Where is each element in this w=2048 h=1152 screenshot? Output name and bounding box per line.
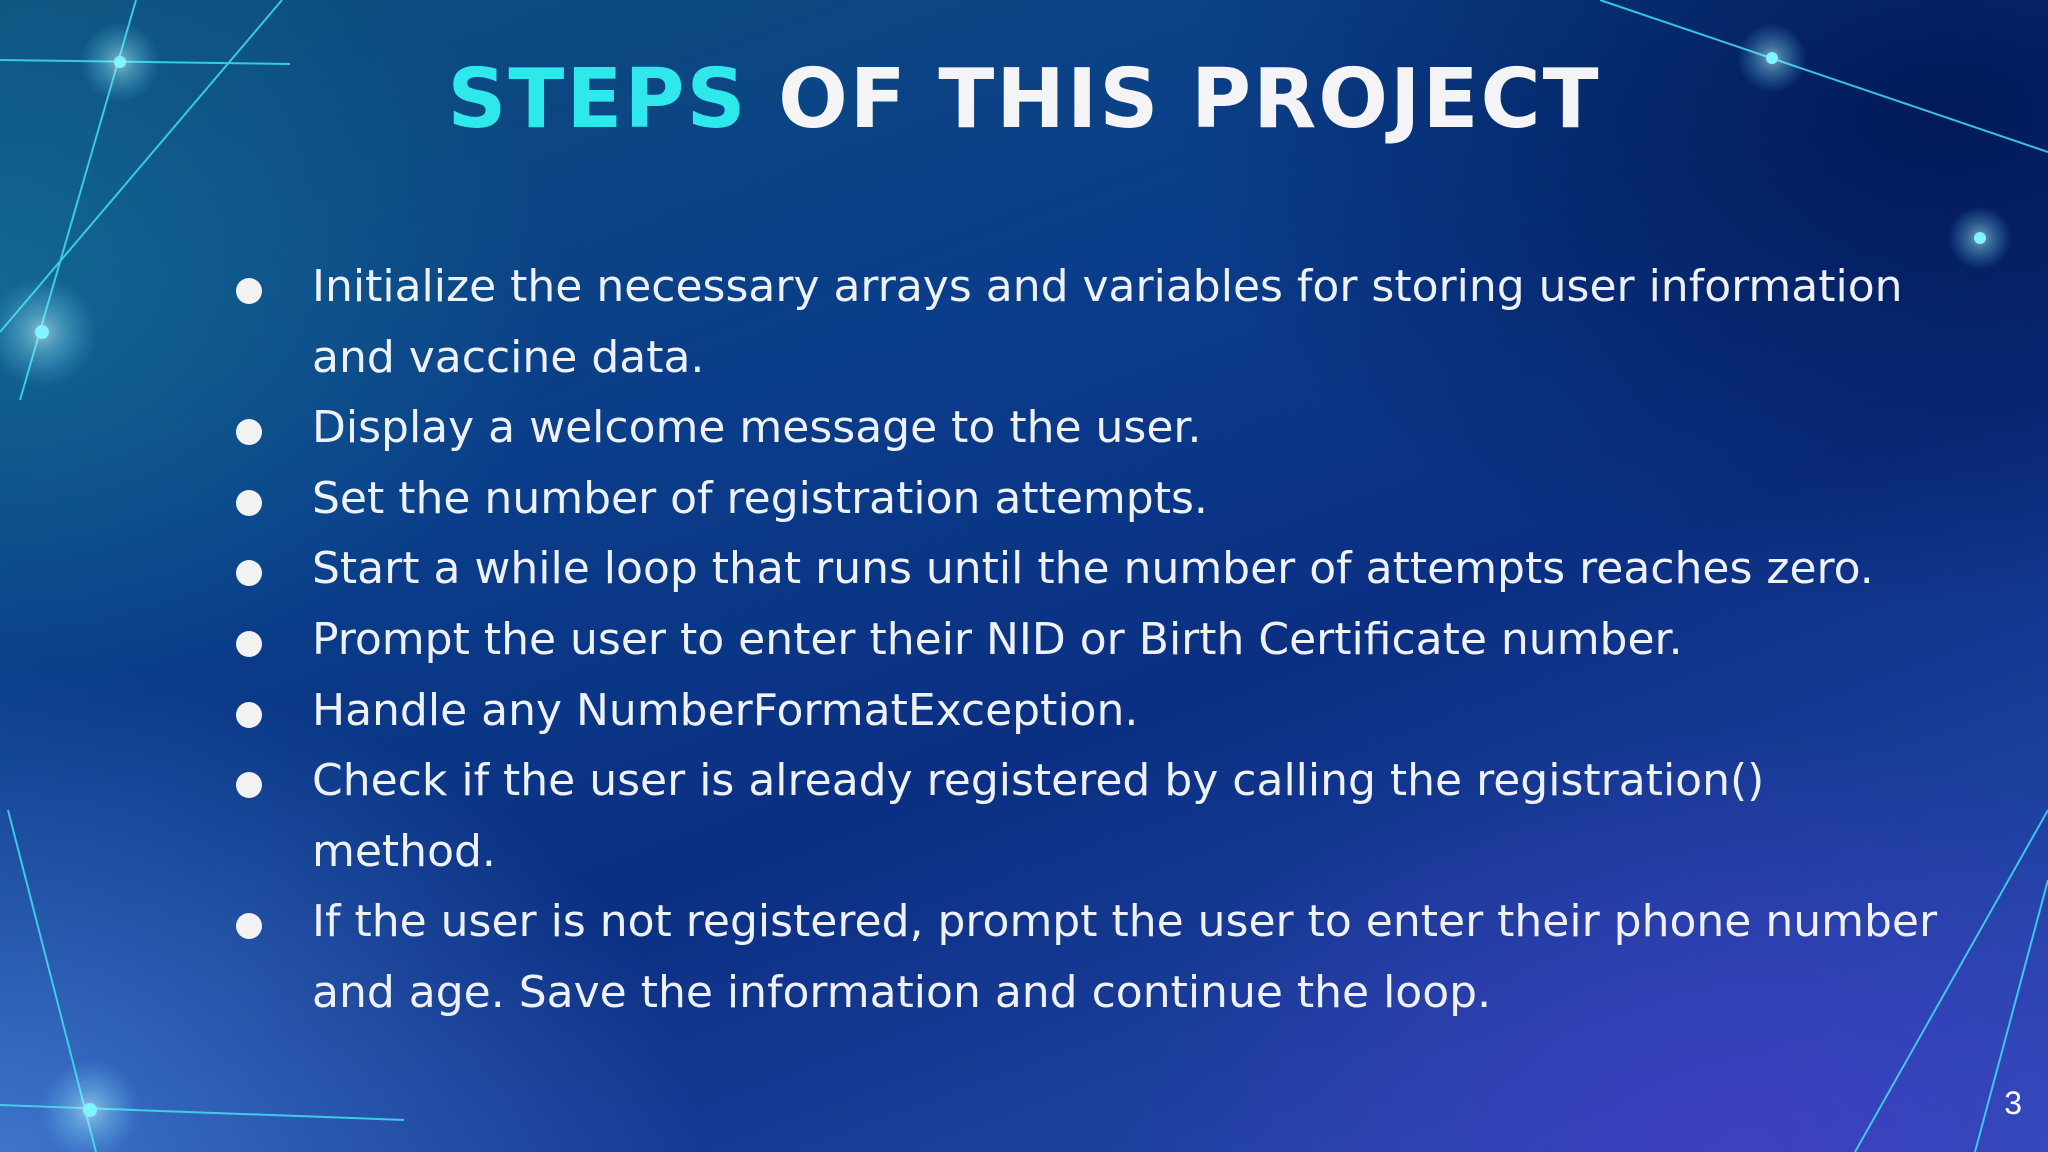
steps-list — [232, 252, 1952, 1029]
page-number: 3 — [2004, 1085, 2022, 1121]
title-rest: OF THIS PROJECT — [747, 52, 1601, 147]
list-item — [232, 746, 1952, 887]
bullet-icon — [236, 631, 262, 657]
list-item-text: Handle any NumberFormatException. — [312, 684, 1139, 736]
bullet-icon — [236, 702, 262, 728]
bullet-icon — [236, 419, 262, 445]
list-item-text: Set the number of registration attempts. — [312, 472, 1208, 524]
bullet-icon — [236, 560, 262, 586]
slide-title — [0, 52, 2048, 147]
list-item — [232, 887, 1952, 1028]
list-item-text: Prompt the user to enter their NID or Birth Certificate number. — [312, 613, 1683, 665]
bullet-icon — [236, 913, 262, 939]
bullet-icon — [236, 772, 262, 798]
list-item-text: Check if the user is already registered by calling the registration() method. — [312, 755, 1765, 877]
list-item-text: Initialize the necessary arrays and variables for storing user information and vaccine data. — [312, 261, 1903, 383]
bullet-icon — [236, 278, 262, 304]
bullet-icon — [236, 490, 262, 516]
list-item — [232, 605, 1952, 676]
list-item — [232, 252, 1952, 393]
list-item-text: If the user is not registered, prompt the user to enter their phone number and age. Save the information and continue the loop. — [312, 896, 1938, 1018]
title-accent: STEPS — [447, 52, 748, 147]
list-item — [232, 393, 1952, 464]
list-item-text: Display a welcome message to the user. — [312, 402, 1202, 454]
list-item — [232, 534, 1952, 605]
list-item — [232, 676, 1952, 747]
list-item — [232, 464, 1952, 535]
list-item-text: Start a while loop that runs until the number of attempts reaches zero. — [312, 543, 1874, 595]
